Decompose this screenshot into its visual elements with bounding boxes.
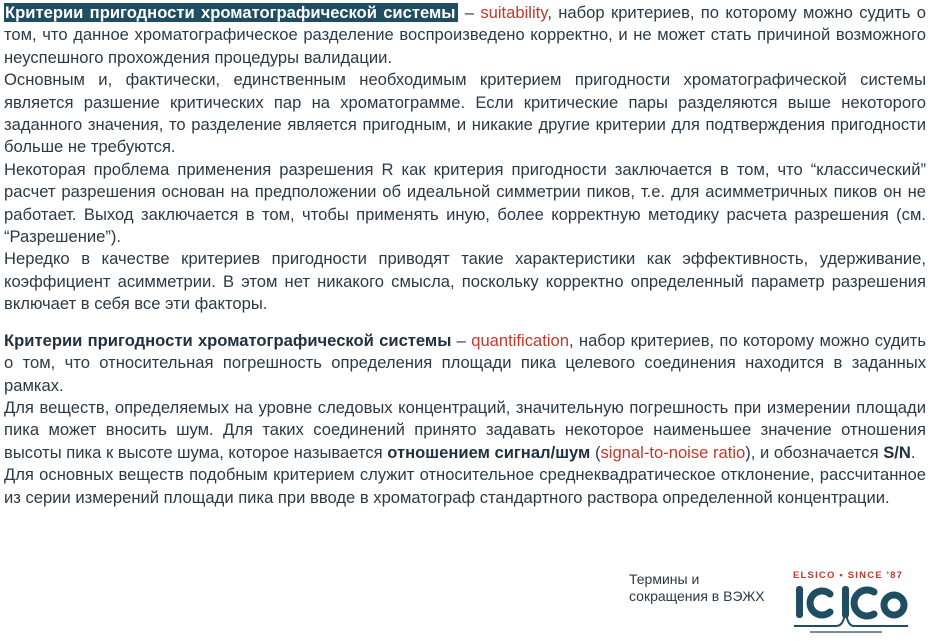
- document-body: [4, 2, 926, 509]
- section-gap: [4, 316, 926, 330]
- elsico-logo: [790, 568, 914, 638]
- english-term-suitability: suitability: [480, 3, 548, 22]
- highlighted-term: Критерии пригодности хроматографической системы: [4, 3, 458, 22]
- resolution-criterion-paragraph: Основным и, фактически, единственным необходимым критерием пригодности хроматографической системы является разшение критических пар на хроматограмме. Если критические пары разделяются выше некоторого заданного значения, то разделение является пригодным, и никакие другие критерии для подтверждения пригодности больше не требуются.: [4, 70, 926, 157]
- footer-line-2: сокращения в ВЭЖХ: [629, 588, 765, 604]
- main-substances-paragraph: Для основных веществ подобным критерием служит относительное среднеквадратическое отклонение, рассчитанное из серии измерений площади пика при вводе в хроматограф стандартного раствора определенной концентрации.: [4, 465, 926, 507]
- bold-term: Критерии пригодности хроматографической системы: [4, 330, 452, 350]
- english-term-quantification: quantification: [471, 330, 570, 350]
- logo-tagline: ELSICO • SINCE '87: [793, 570, 904, 581]
- english-term-snr: signal-to-noise ratio: [600, 442, 746, 462]
- lcico-logo-mark: [790, 582, 914, 638]
- snr-term: отношением сигнал/шум: [387, 442, 591, 462]
- snr-abbreviation: S/N: [883, 442, 911, 462]
- suitability-definition: Критерии пригодности хроматографической системы – suitability, набор критериев, по которому можно судить о том, что данное хроматографическое разделение воспроизведено корректно, и не может стать причиной возможного неуспешного прохождения процедуры валидации.: [4, 3, 926, 67]
- resolution-problem-paragraph: Некоторая проблема применения разрешения R как критерия пригодности заключается в том, что “классический” расчет разрешения основан на предположении об идеальной симметрии пиков, т.е. для асимметричных пиков он не работает. Выход заключается в том, чтобы применять иную, более корректную методику расчета разрешения (см. “Разрешение”).: [4, 159, 926, 247]
- footer-caption: [629, 571, 789, 605]
- signal-noise-paragraph: Для веществ, определяемых на уровне следовых концентраций, значительную погрешность при измерении площади пика может вносить шум. Для таких соединений принято задавать некоторое наименьшее значение отношения высоты пика к высоте шума, которое называется отношением сигнал/шум (signal-to-noise ratio), и обозначается S/N.: [4, 397, 926, 462]
- other-criteria-paragraph: Нередко в качестве критериев пригодности приводят такие характеристики как эффективность, удерживание, коэффициент асимметрии. В этом нет никакого смысла, поскольку корректно определенный параметр разрешения включает в себя все эти факторы.: [4, 249, 926, 314]
- footer-line-1: Термины и: [629, 571, 700, 587]
- quantification-definition: Критерии пригодности хроматографической системы – quantification, набор критериев, по которому можно судить о том, что относительная погрешность определения площади пика целевого соединения находится в заданных рамках.: [4, 330, 926, 395]
